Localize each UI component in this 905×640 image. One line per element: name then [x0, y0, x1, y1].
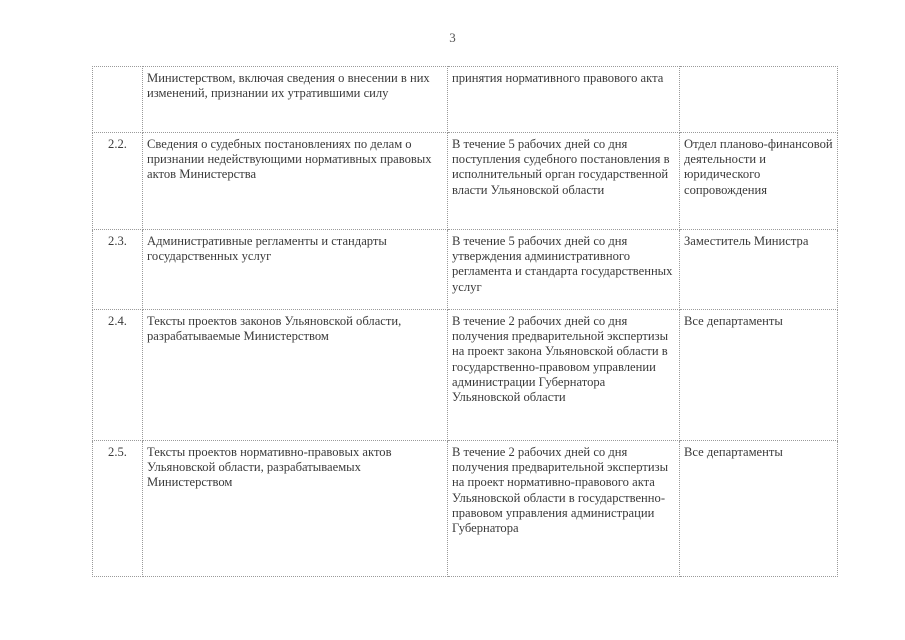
term-cell: В течение 5 рабочих дней со дня утверждения административного регламента и стандарта государственных услуг: [448, 230, 680, 310]
page-number: 3: [449, 30, 456, 45]
row-number: 2.3.: [93, 230, 143, 310]
document-table: [92, 66, 838, 577]
term-cell: В течение 5 рабочих дней со дня поступления судебного постановления в исполнительный орган государственной власти Ульяновской области: [448, 133, 680, 230]
row-number: 2.5.: [93, 441, 143, 577]
table-row: [93, 441, 838, 577]
table-row: [93, 230, 838, 310]
row-number: 2.4.: [93, 310, 143, 441]
row-number: [93, 67, 143, 133]
table-row: [93, 310, 838, 441]
info-cell: Сведения о судебных постановлениях по делам о признании недействующими нормативных правовых актов Министерства: [143, 133, 448, 230]
responsible-cell: [680, 67, 838, 133]
responsible-cell: Все департаменты: [680, 441, 838, 577]
info-cell: Административные регламенты и стандарты государственных услуг: [143, 230, 448, 310]
info-cell: Тексты проектов нормативно-правовых актов Ульяновской области, разрабатываемых Министерством: [143, 441, 448, 577]
responsible-cell: Отдел планово-финансовой деятельности и юридического сопровождения: [680, 133, 838, 230]
info-cell: Министерством, включая сведения о внесении в них изменений, признании их утратившими силу: [143, 67, 448, 133]
responsible-cell: Заместитель Министра: [680, 230, 838, 310]
row-number: 2.2.: [93, 133, 143, 230]
term-cell: принятия нормативного правового акта: [448, 67, 680, 133]
table-row: [93, 133, 838, 230]
table-row: [93, 67, 838, 133]
responsible-cell: Все департаменты: [680, 310, 838, 441]
info-cell: Тексты проектов законов Ульяновской области, разрабатываемые Министерством: [143, 310, 448, 441]
term-cell: В течение 2 рабочих дней со дня получения предварительной экспертизы на проект нормативно-правового акта Ульяновской области в государственно-правовом управления администрации Губернатора: [448, 441, 680, 577]
term-cell: В течение 2 рабочих дней со дня получения предварительной экспертизы на проект закона Ульяновской области в государственно-правовом управлении администрации Губернатора Ульяновской области: [448, 310, 680, 441]
